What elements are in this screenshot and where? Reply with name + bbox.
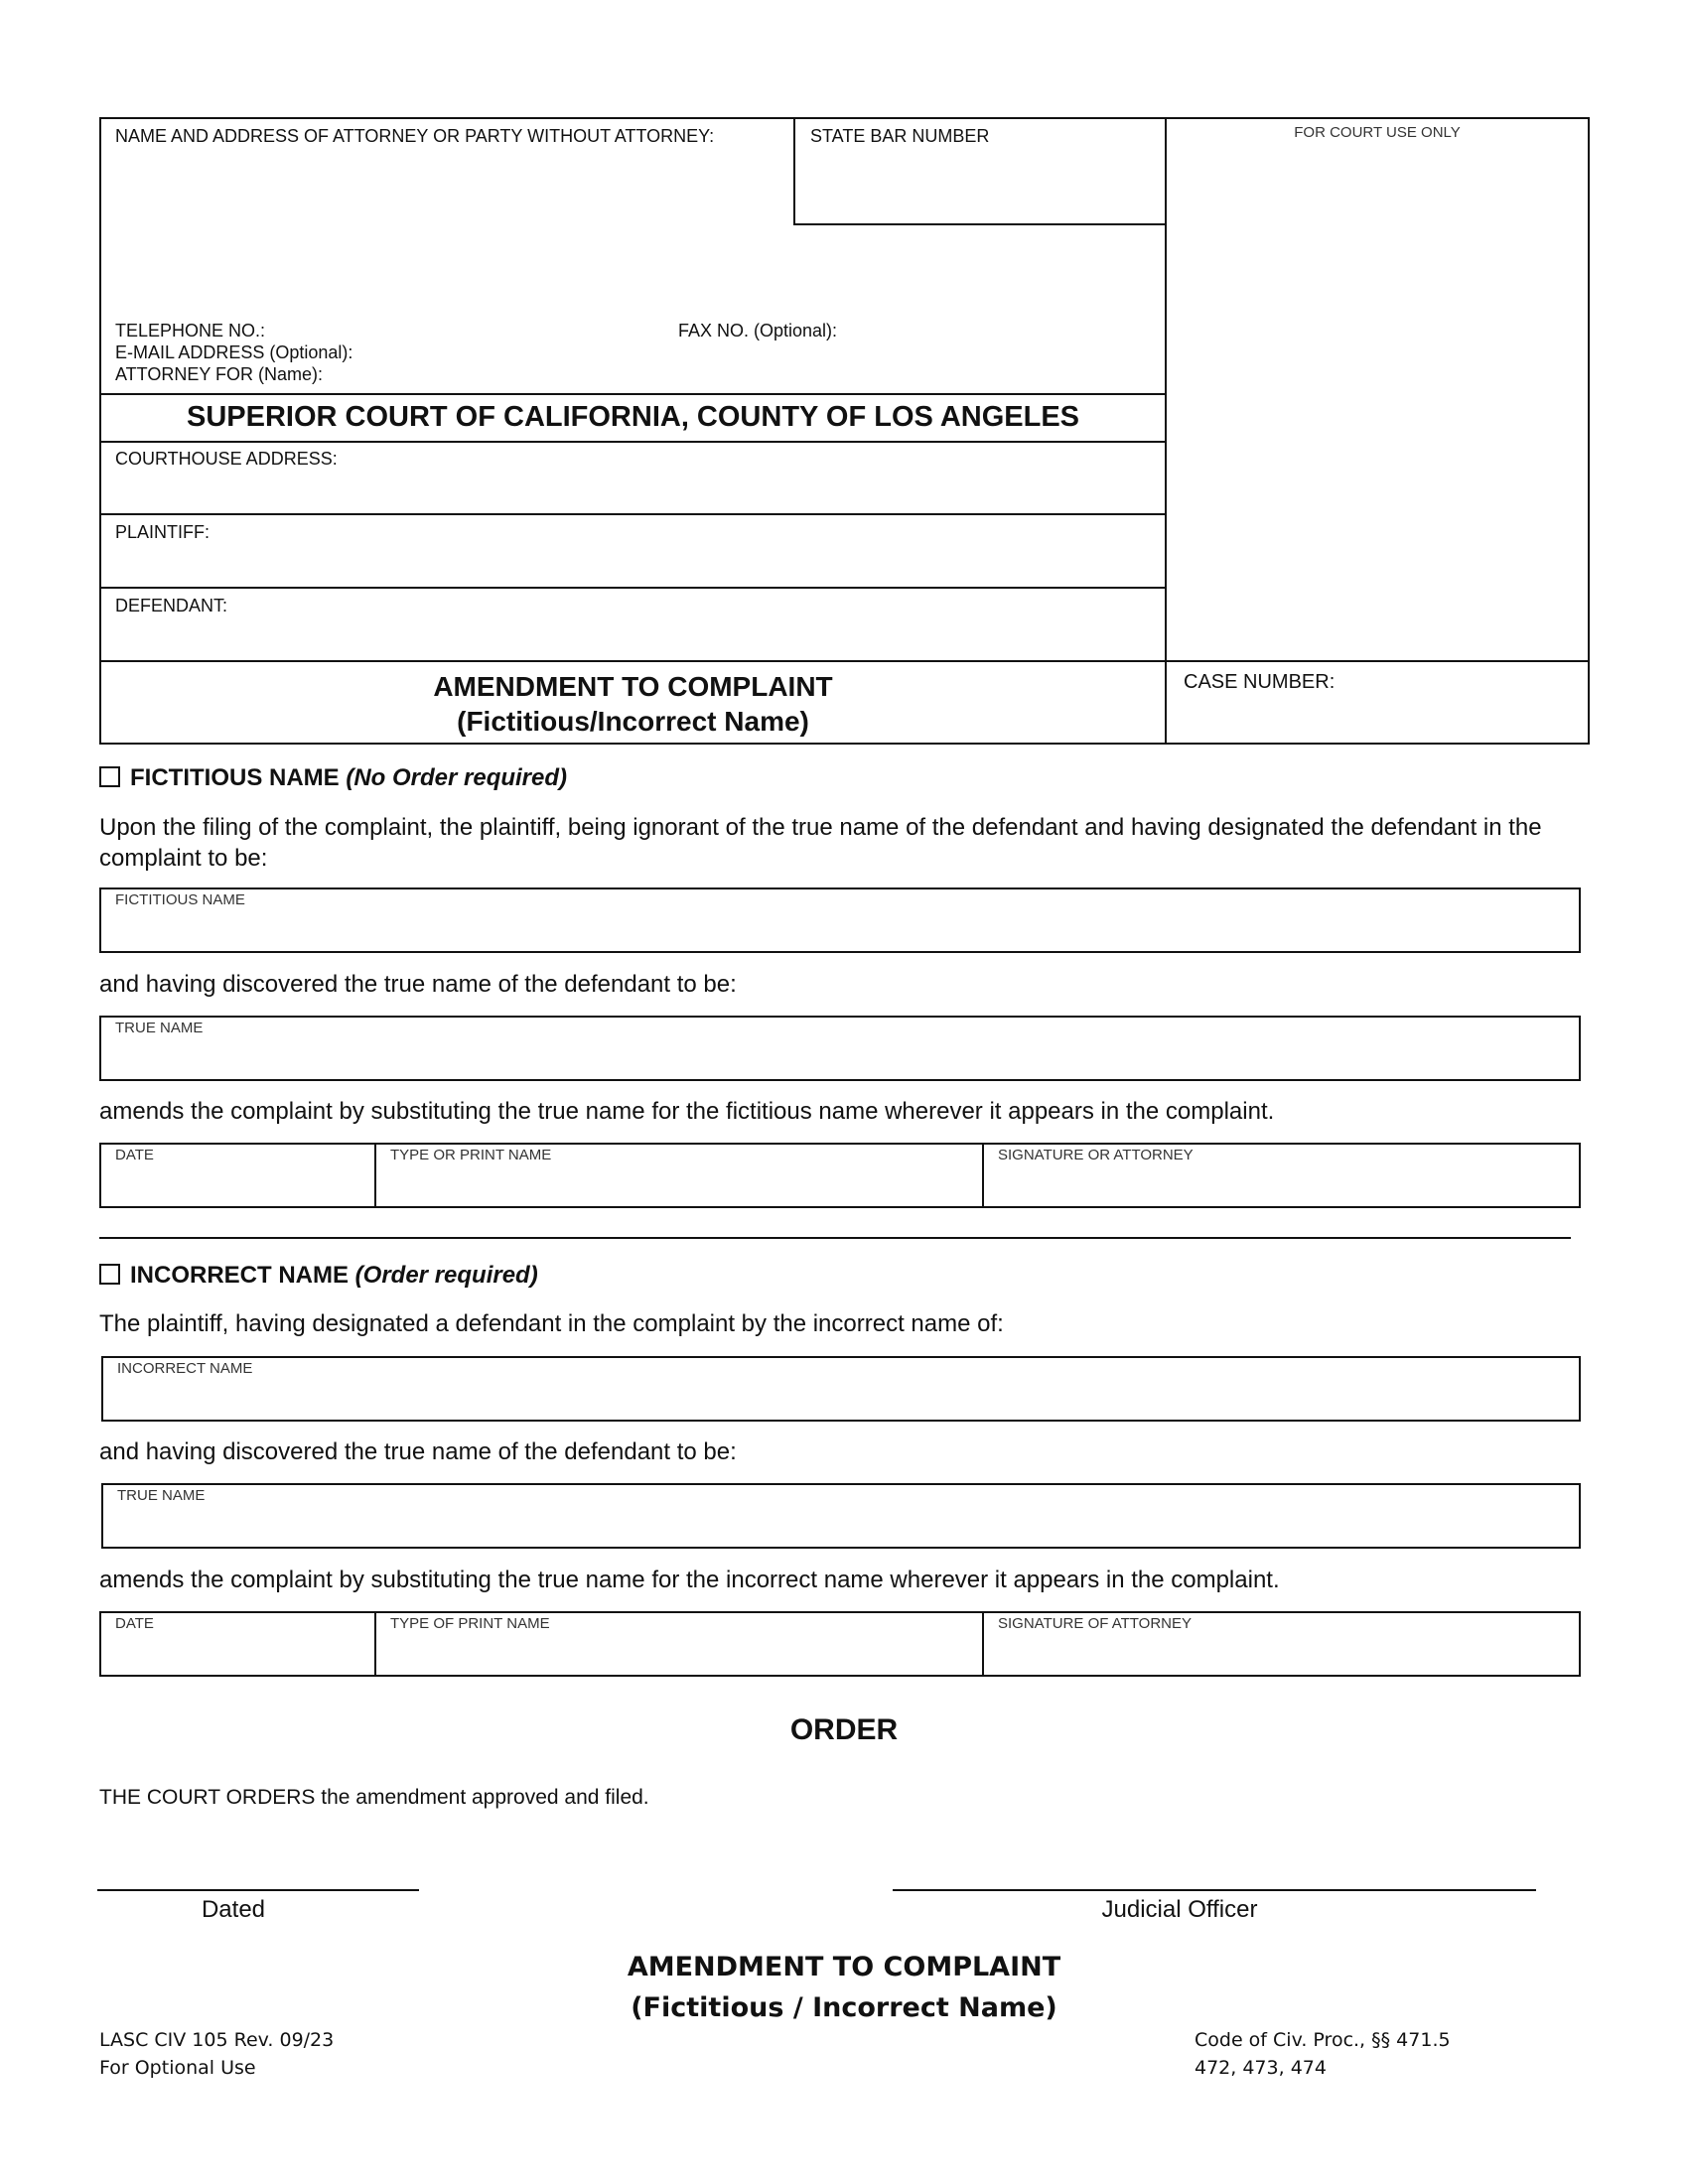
fictitious-signature-input[interactable] [998,1169,1573,1203]
fictitious-signature-label: SIGNATURE OR ATTORNEY [998,1147,1194,1163]
code-reference-line1: Code of Civ. Proc., §§ 471.5 [1195,2029,1451,2051]
section-divider [99,1237,1571,1239]
divider [374,1611,376,1677]
footer-subtitle: (Fictitious / Incorrect Name) [631,1992,1057,2023]
divider [374,1143,376,1208]
court-use-box [1165,117,1590,662]
fictitious-heading-text: FICTITIOUS NAME [130,764,340,791]
court-title: SUPERIOR COURT OF CALIFORNIA, COUNTY OF LOS ANGELES [186,401,1080,433]
incorrect-true-name-label: TRUE NAME [117,1487,206,1504]
incorrect-intro: The plaintiff, having designated a defendant in the complaint by the incorrect name of: [99,1310,1004,1337]
incorrect-name-label: INCORRECT NAME [117,1360,253,1377]
form-subtitle: (Fictitious/Incorrect Name) [457,706,809,737]
attorney-for-input[interactable] [352,362,1151,386]
incorrect-date-label: DATE [115,1615,154,1632]
fictitious-name-input[interactable] [115,913,1569,947]
case-number-label: CASE NUMBER: [1184,671,1336,693]
state-bar-label: STATE BAR NUMBER [810,126,990,146]
incorrect-heading-note: (Order required) [354,1262,538,1289]
defendant-input[interactable] [115,621,1152,655]
attorney-label: NAME AND ADDRESS OF ATTORNEY OR PARTY WITHOUT ATTORNEY: [115,126,715,146]
attorney-name-address-input[interactable] [115,157,784,308]
fictitious-print-name-label: TYPE OR PRINT NAME [390,1147,552,1163]
court-use-label: FOR COURT USE ONLY [1294,124,1461,141]
divider [982,1611,984,1677]
fictitious-discovered-text: and having discovered the true name of the defendant to be: [99,971,737,998]
incorrect-name-input[interactable] [117,1382,1571,1416]
fictitious-intro: Upon the filing of the complaint, the plaintiff, being ignorant of the true name of the defendant and having designated the defendant in the complaint to be: [99,814,1542,872]
fictitious-amends-text: amends the complaint by substituting the true name for the fictitious name wherever it appears in the complaint. [99,1098,1275,1125]
incorrect-heading [99,1262,538,1290]
state-bar-input[interactable] [810,157,1157,218]
email-label: E-MAIL ADDRESS (Optional): [115,342,353,362]
code-reference-line2: 472, 473, 474 [1195,2057,1327,2079]
incorrect-print-name-input[interactable] [390,1638,975,1672]
defendant-label: DEFENDANT: [115,596,228,615]
courthouse-input[interactable] [115,475,1152,508]
incorrect-amends-text: amends the complaint by substituting the true name for the incorrect name wherever it appears in the complaint. [99,1567,1280,1593]
plaintiff-label: PLAINTIFF: [115,522,211,542]
courthouse-label: COURTHOUSE ADDRESS: [115,449,338,469]
order-heading: ORDER [789,1713,899,1746]
case-number-input[interactable] [1184,701,1580,733]
judicial-officer-signature-line [893,1889,1536,1891]
fictitious-checkbox[interactable] [99,766,120,787]
fictitious-true-name-label: TRUE NAME [115,1020,204,1036]
optional-use-note: For Optional Use [99,2057,256,2079]
incorrect-print-name-label: TYPE OF PRINT NAME [390,1615,550,1632]
fictitious-date-input[interactable] [115,1169,367,1203]
telephone-label: TELEPHONE NO.: [115,321,266,341]
incorrect-signature-label: SIGNATURE OF ATTORNEY [998,1615,1193,1632]
form-id: LASC CIV 105 Rev. 09/23 [99,2029,335,2051]
incorrect-date-input[interactable] [115,1638,367,1672]
attorney-for-label: ATTORNEY FOR (Name): [115,364,324,384]
dated-label: Dated [201,1896,266,1923]
incorrect-true-name-input[interactable] [117,1509,1571,1543]
fictitious-print-name-input[interactable] [390,1169,975,1203]
email-input[interactable] [382,341,1151,364]
fax-label: FAX NO. (Optional): [678,321,838,341]
fictitious-date-label: DATE [115,1147,154,1163]
fictitious-heading [99,764,567,792]
judicial-officer-label: Judicial Officer [1101,1896,1258,1923]
incorrect-discovered-text: and having discovered the true name of the defendant to be: [99,1438,737,1465]
form-title: AMENDMENT TO COMPLAINT [433,671,833,702]
order-text: THE COURT ORDERS the amendment approved and filed. [99,1786,649,1809]
divider [982,1143,984,1208]
fictitious-name-label: FICTITIOUS NAME [115,891,245,908]
fictitious-heading-note: (No Order required) [346,764,568,791]
incorrect-heading-text: INCORRECT NAME [130,1262,349,1289]
incorrect-checkbox[interactable] [99,1264,120,1285]
footer-title: AMENDMENT TO COMPLAINT [627,1952,1061,1982]
dated-signature-line [97,1889,419,1891]
fictitious-true-name-input[interactable] [115,1041,1569,1075]
incorrect-signature-input[interactable] [998,1638,1573,1672]
plaintiff-input[interactable] [115,548,1152,582]
